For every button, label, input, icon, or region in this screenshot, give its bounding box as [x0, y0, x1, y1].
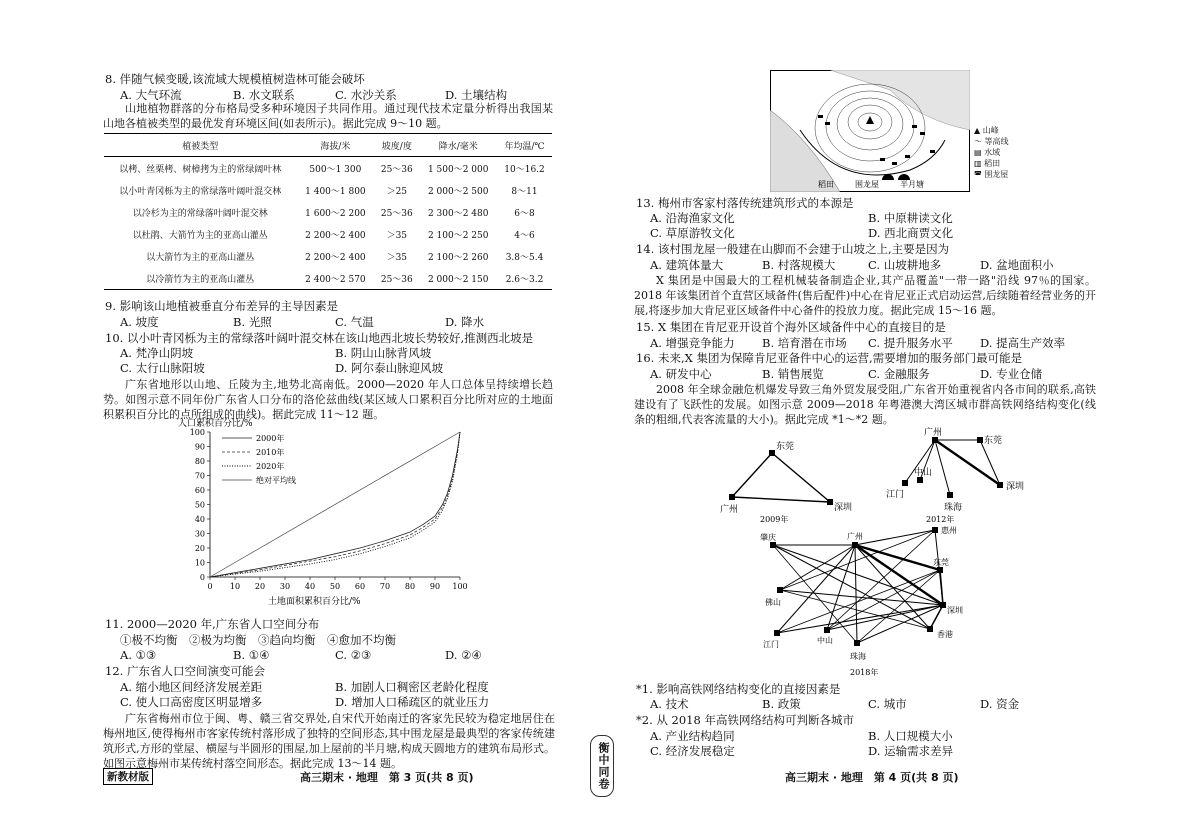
city-node — [824, 627, 830, 633]
city-node — [770, 542, 776, 548]
table-cell: 2 300～2 480 — [427, 208, 489, 219]
q12-option-b: B. 加剧人口稠密区老龄化程度 — [335, 680, 489, 694]
city-label: 东莞 — [933, 558, 949, 567]
table-cell: 2 000～2 500 — [427, 186, 489, 197]
table-row — [104, 157, 552, 180]
q9-option-a: A. 坡度 — [120, 315, 159, 329]
city-node — [852, 542, 858, 548]
table-header: 降水/毫米 — [438, 141, 478, 152]
q16-option-d: D. 专业仓储 — [980, 367, 1043, 381]
city-label: 深圳 — [834, 503, 853, 513]
qs2-option-a: A. 产业结构趋同 — [650, 729, 735, 743]
table-header: 坡度/度 — [381, 141, 412, 152]
table-cell: 6～8 — [514, 208, 535, 219]
year-label: 2012年 — [926, 515, 955, 524]
table-cell: 2 100～2 250 — [427, 230, 489, 241]
y-axis-label: 人口累积百分比/% — [178, 419, 253, 429]
y-tick-label: 20 — [194, 544, 205, 553]
city-label: 香港 — [937, 630, 953, 639]
city-label: 广州 — [847, 532, 863, 541]
table-cell: ＞35 — [386, 230, 408, 241]
y-tick-label: 90 — [194, 442, 205, 452]
table-row — [104, 223, 552, 245]
table-cell: 1 600～2 200 — [305, 208, 366, 219]
q14-stem: 14. 该村围龙屋一般建在山脚而不会建于山坡之上,主要是因为 — [636, 242, 950, 256]
q13-option-c: C. 草原游牧文化 — [650, 226, 735, 240]
q15-stem: 15. X 集团在肯尼亚开设首个海外区域备件中心的直接目的是 — [636, 320, 946, 334]
qs2-option-d: D. 运输需求差异 — [868, 744, 954, 758]
intro-9-10: 山地植物群落的分布格局受多种环境因子共同作用。通过现代技术定量分析得出我国某山地各植被类型的最优发育环境区间(如表所示)。据此完成 9～10 题。 — [103, 102, 553, 130]
table-cell: 以杜鹃、大箭竹为主的亚高山灌丛 — [132, 230, 268, 241]
legend-label: 2000年 — [256, 434, 285, 443]
y-tick-label: 40 — [194, 515, 205, 524]
q15-option-a: A. 增强竞争能力 — [650, 336, 735, 350]
legend-weilong: 围龙屋 — [984, 170, 1009, 179]
table-cell: 3.8～5.4 — [505, 252, 544, 263]
rail-link — [930, 605, 943, 629]
q11-option-b: B. ①④ — [233, 648, 270, 662]
q10-option-a: A. 梵净山阴坡 — [120, 346, 194, 360]
table-cell: 以冷箭竹为主的亚高山灌丛 — [146, 274, 255, 285]
rail-link — [777, 545, 855, 633]
qs1-option-d: D. 资金 — [980, 697, 1020, 711]
x-tick-label: 60 — [354, 582, 366, 591]
table-row — [104, 267, 552, 290]
x-tick-label: 50 — [329, 582, 341, 591]
table-cell: 25～36 — [380, 164, 413, 175]
city-node — [774, 630, 780, 636]
q15-option-d: D. 提高生产效率 — [980, 336, 1066, 350]
q10-option-c: C. 太行山脉阳坡 — [120, 361, 205, 375]
q10-option-d: D. 阿尔泰山脉迎风坡 — [335, 361, 444, 375]
city-node — [729, 494, 735, 500]
qs1-stem: *1. 影响高铁网络结构变化的直接因素是 — [636, 682, 841, 696]
table-row — [104, 179, 552, 201]
qs1-option-c: C. 城市 — [868, 697, 907, 711]
q16-option-b: B. 销售展览 — [762, 367, 824, 381]
legend-peak: 山峰 — [982, 126, 999, 135]
table-row — [104, 245, 552, 267]
map-label-rice: 稻田 — [818, 180, 834, 189]
q11-option-c: C. ②③ — [335, 648, 372, 662]
intro-11-12: 广东省地形以山地、丘陵为主,地势北高南低。2000—2020 年人口总体呈持续增长趋势。如图示意不同年份广东省人口分布的洛伦兹曲线(某区域人口累积百分比所对应的土地面积累积百分比的点所组成的曲线)。据此完成 11～12 题。 — [103, 378, 553, 421]
rail-network-2012 — [880, 425, 1060, 525]
x-tick-label: 100 — [452, 582, 468, 591]
table-cell: 25～36 — [380, 274, 413, 285]
city-label: 广州 — [720, 505, 739, 515]
city-node — [769, 450, 775, 456]
q14-option-b: B. 村落规模大 — [762, 258, 836, 272]
table-cell: ＞25 — [386, 186, 408, 197]
qs1-option-b: B. 政策 — [762, 697, 801, 711]
q8-option-a: A. 大气环流 — [120, 88, 182, 102]
rail-link — [855, 545, 940, 570]
intro-q1-2: 2008 年全球金融危机爆发导致三角外贸发展受阻,广东省开始重视省内各市间的联系,高铁建设有了飞跃性的发展。如图示意 2009—2018 年粤港澳大湾区城市群高铁网络结构变化(线条的粗细,代表客流量的大小)。据此完成 *1～*2 题。 — [634, 383, 1096, 426]
city-label: 惠州 — [941, 526, 957, 535]
year-label: 2009年 — [760, 515, 789, 524]
q9-option-d: D. 降水 — [445, 315, 485, 329]
table-cell: 2 400～2 570 — [305, 274, 366, 285]
table-cell: 以栲、丝栗栲、树樟拷为主的常绿阔叶林 — [119, 164, 282, 175]
table-cell: 10～16.2 — [504, 164, 545, 175]
q11-option-a: A. ①③ — [120, 648, 157, 662]
q10-option-b: B. 阴山山脉背风坡 — [335, 346, 432, 360]
q8-option-c: C. 水沙关系 — [335, 88, 397, 102]
vegetation-table — [104, 133, 552, 290]
rail-link — [855, 530, 935, 545]
city-label: 肇庆 — [760, 533, 776, 542]
lorenz-curve-chart — [160, 412, 500, 612]
q13-stem: 13. 梅州市客家村落传统建筑形式的本源是 — [636, 196, 854, 210]
city-label: 中山 — [817, 636, 833, 645]
city-node — [927, 626, 933, 632]
rail-link — [773, 545, 930, 629]
q13-option-a: A. 沿海渔家文化 — [650, 211, 735, 225]
city-node — [997, 482, 1003, 488]
year-label: 2018年 — [850, 668, 879, 677]
x-tick-label: 30 — [279, 582, 291, 591]
q13-option-b: B. 中原耕读文化 — [868, 211, 953, 225]
village-map — [770, 70, 970, 192]
y-tick-label: 50 — [194, 500, 205, 510]
x-tick-label: 90 — [429, 582, 441, 591]
q16-stem: 16. 未来,X 集团为保障肯尼亚备件中心的运营,需要增加的服务部门最可能是 — [636, 351, 1023, 365]
city-label: 中山 — [914, 468, 933, 478]
table-cell: ＞35 — [386, 252, 408, 263]
page-footer-left: 高三期末 · 地理 第 3 页(共 8 页) — [300, 771, 474, 784]
y-tick-label: 60 — [194, 486, 205, 495]
weilong-house-icon: ◚ — [974, 170, 982, 179]
table-cell: 以小叶青冈栎为主的常绿落叶阔叶混交林 — [119, 186, 282, 197]
rail-link — [857, 570, 940, 643]
city-node — [932, 527, 938, 533]
y-tick-label: 100 — [189, 428, 205, 437]
q9-option-b: B. 光照 — [233, 315, 272, 329]
qs2-stem: *2. 从 2018 年高铁网络结构可判断各城市 — [636, 713, 854, 727]
series-line — [210, 432, 460, 577]
q11-stem: 11. 2000—2020 年,广东省人口空间分布 — [105, 617, 320, 631]
x-tick-label: 10 — [229, 582, 241, 591]
legend-paddy: 稻田 — [984, 159, 1001, 168]
city-label: 珠海 — [944, 503, 963, 513]
city-label: 江门 — [763, 640, 779, 649]
q11-choices: ①极不均衡 ②极为均衡 ③趋向均衡 ④愈加不均衡 — [120, 633, 396, 647]
y-tick-label: 0 — [199, 573, 205, 582]
table-cell: 以大箭竹为主的亚高山灌丛 — [146, 252, 255, 263]
q10-stem: 10. 以小叶青冈栎为主的常绿落叶阔叶混交林在该山地西北坡长势较好,推测西北坡是 — [105, 331, 534, 345]
table-cell: 2.6～3.2 — [505, 274, 544, 285]
q8-option-d: D. 土壤结构 — [445, 88, 508, 102]
city-node — [977, 437, 983, 443]
qs2-option-b: B. 人口规模大小 — [868, 729, 953, 743]
publisher-spine-label: 衡中同卷 — [590, 735, 614, 797]
table-row — [104, 201, 552, 223]
y-tick-label: 70 — [194, 471, 205, 481]
map-legend — [974, 125, 1009, 180]
q14-option-d: D. 盆地面积小 — [980, 258, 1054, 272]
table-cell: 1 400～1 800 — [305, 186, 366, 197]
q12-option-c: C. 使人口高密度区明显增多 — [120, 695, 263, 709]
city-label: 佛山 — [765, 598, 781, 607]
q13-option-d: D. 西北商贾文化 — [868, 226, 954, 240]
legend-label: 2010年 — [256, 448, 285, 457]
q15-option-c: C. 提升服务水平 — [868, 336, 953, 350]
table-header: 海拔/米 — [320, 141, 351, 152]
paddy-icon: ▥ — [974, 159, 982, 168]
q16-option-a: A. 研发中心 — [650, 367, 712, 381]
rail-network-2009 — [700, 435, 880, 525]
map-label-pond: 半月塘 — [900, 180, 924, 189]
q16-option-c: C. 金融服务 — [868, 367, 930, 381]
city-label: 深圳 — [1006, 482, 1025, 492]
q12-option-a: A. 缩小地区间经济发展差距 — [120, 680, 263, 694]
city-node — [827, 499, 833, 505]
rail-link — [855, 545, 857, 643]
y-tick-label: 80 — [194, 457, 205, 466]
qs2-option-c: C. 经济发展稳定 — [650, 744, 735, 758]
city-label: 东莞 — [984, 436, 1003, 446]
city-label: 江门 — [886, 490, 905, 500]
city-label: 深圳 — [947, 606, 963, 615]
table-cell: 500～1 300 — [309, 164, 362, 175]
city-node — [854, 640, 860, 646]
y-tick-label: 10 — [194, 558, 205, 568]
table-header: 年均温/℃ — [504, 141, 545, 152]
legend-contour: 等高线 — [984, 137, 1009, 146]
y-tick-label: 30 — [194, 529, 205, 539]
city-node — [937, 567, 943, 573]
q8-stem: 8. 伴随气候变暖,该流域大规模植树造林可能会破坏 — [105, 72, 365, 86]
legend-label: 2020年 — [256, 462, 285, 471]
q14-option-c: C. 山坡耕地多 — [868, 258, 942, 272]
table-cell: 2 100～2 260 — [427, 252, 489, 263]
contour-icon: ～ — [974, 137, 982, 146]
qs1-option-a: A. 技术 — [650, 697, 689, 711]
x-tick-label: 80 — [404, 582, 416, 591]
rail-link — [940, 570, 943, 605]
page-footer-right: 高三期末 · 地理 第 4 页(共 8 页) — [785, 771, 959, 784]
table-cell: 1 500～2 000 — [427, 164, 489, 175]
q11-option-d: D. ②④ — [445, 648, 482, 662]
map-label-weilong: 围龙屋 — [855, 180, 879, 189]
peak-icon: ▲ — [974, 126, 981, 135]
q8-option-b: B. 水文联系 — [233, 88, 295, 102]
new-edition-badge: 新教材版 — [103, 768, 153, 785]
q12-option-d: D. 增加人口稀疏区的就业压力 — [335, 695, 490, 709]
x-tick-label: 70 — [379, 582, 391, 591]
table-cell: 25～36 — [380, 208, 413, 219]
city-node — [777, 587, 783, 593]
x-axis-label: 土地面积累积百分比/% — [268, 597, 361, 607]
x-tick-label: 20 — [254, 582, 266, 591]
legend-label: 绝对平均线 — [256, 476, 296, 485]
rail-link — [777, 605, 943, 633]
table-cell: 2 000～2 150 — [427, 274, 489, 285]
city-node — [902, 480, 908, 486]
q15-option-b: B. 培育潜在市场 — [762, 336, 847, 350]
legend-water: 水域 — [984, 148, 1001, 157]
rail-network-2018 — [755, 525, 985, 677]
city-label: 广州 — [924, 428, 943, 438]
intro-13-14: 广东省梅州市位于闽、粤、赣三省交界处,自宋代开始南迁的客家先民较为稳定地居住在梅州地区,使得梅州市客家传统村落形成了独特的空间形态,其中围龙屋是最典型的客家传统建筑形式,方形的堂屋、横屋与半圆形的围屋,加上屋前的半月塘,构成天圆地方的建筑布局形式。如图示意梅州市某传统村落空间形态。据此完成 13～14 题。 — [103, 712, 555, 770]
table-cell: 2 200～2 400 — [305, 252, 366, 263]
city-label: 东莞 — [776, 442, 795, 452]
x-tick-label: 40 — [304, 582, 316, 591]
city-node — [947, 492, 953, 498]
q9-stem: 9. 影响该山地植被垂直分布差异的主导因素是 — [105, 299, 339, 313]
table-header: 植被类型 — [182, 141, 219, 152]
q12-stem: 12. 广东省人口空间演变可能会 — [105, 664, 265, 678]
q9-option-c: C. 气温 — [335, 315, 374, 329]
city-node — [940, 602, 946, 608]
table-cell: 4～6 — [514, 230, 535, 241]
table-cell: 以冷杉为主的常绿落叶阔叶混交林 — [132, 208, 268, 219]
water-icon: ▤ — [974, 148, 982, 157]
rail-link — [857, 605, 943, 643]
q14-option-a: A. 建筑体量大 — [650, 258, 724, 272]
x-tick-label: 0 — [207, 582, 213, 591]
table-cell: 2 200～2 400 — [305, 230, 366, 241]
city-label: 珠海 — [850, 652, 866, 661]
intro-15-16: X 集团是中国最大的工程机械装备制造企业,其产品覆盖"一带一路"沿线 97％的国家。2018 年该集团首个直营区域备件(售后配件)中心在肯尼亚正式启动运营,后续随着经营业务的开展,将逐步加大肯尼亚区域备件中心备件的投放力度。据此完成 15～16 题。 — [634, 274, 1096, 317]
table-cell: 8～11 — [511, 186, 538, 197]
